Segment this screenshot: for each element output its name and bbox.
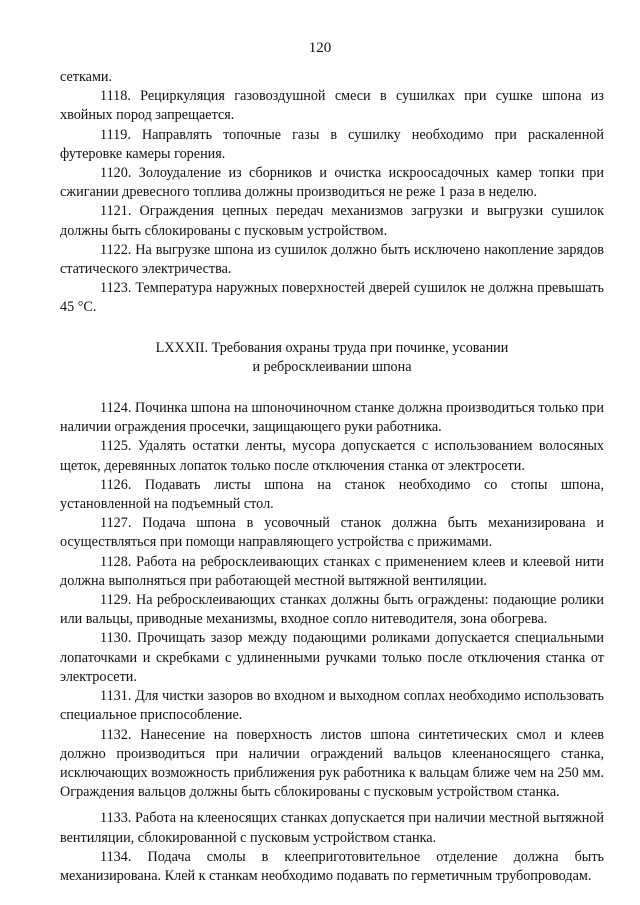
- document-body: [60, 68, 604, 886]
- paragraph: 1121. Ограждения цепных передач механизмов загрузки и выгрузки сушилок должны быть сблокированы с пусковым устройством.: [60, 203, 604, 239]
- paragraph: 1122. На выгрузке шпона из сушилок должно быть исключено накопление зарядов статического электричества.: [60, 241, 604, 278]
- paragraph: 1126. Подавать листы шпона на станок необходимо со стопы шпона, установленной на подъемный стол.: [60, 476, 604, 513]
- paragraph: 1120. Золоудаление из сборников и очистка искроосадочных камер топки при сжигании древесного топлива должны производиться не реже 1 раза в неделю.: [60, 165, 604, 201]
- paragraph: 1118. Рециркуляция газовоздушной смеси в сушилках при сушке шпона из хвойных пород запрещается.: [60, 88, 604, 124]
- paragraph: 1119. Направлять топочные газы в сушилку необходимо при раскаленной футеровке камеры горения.: [60, 126, 604, 162]
- page-number: 120: [308, 40, 332, 56]
- paragraph: 1123. Температура наружных поверхностей дверей сушилок не должна превышать 45 °C.: [60, 280, 604, 316]
- paragraph: 1134. Подача смолы в клееприготовительное отделение должна быть механизирована. Клей к станкам необходимо подавать по герметичным трубопроводам.: [60, 848, 604, 884]
- paragraph: 1125. Удалять остатки ленты, мусора допускается с использованием волосяных щеток, деревянных лопаток только после отключения станка от электросети.: [60, 438, 604, 474]
- paragraph: 1129. На ребросклеивающих станках должны быть ограждены: подающие ролики или вальцы, приводные механизмы, входное сопло нитеводителя, зона обогрева.: [60, 592, 604, 628]
- paragraph: 1131. Для чистки зазоров во входном и выходном соплах необходимо использовать специальное приспособление.: [60, 688, 604, 724]
- paragraph: 1132. Нанесение на поверхность листов шпона синтетических смол и клеев должно производиться при наличии ограждений вальцов клеенаносящего станка, исключающих возможность приближения рук работника к вальцам ближе чем на 250 мм. Ограждения вальцов должны быть сблокированы с пусковым устройством станка.: [60, 726, 604, 801]
- paragraph: 1124. Починка шпона на шпоночиночном станке должна производиться только при наличии ограждения просечки, защищающего руки работника.: [60, 400, 604, 436]
- paragraph: 1130. Прочищать зазор между подающими роликами допускается специальными лопаточками и скребками с удлиненными ручками только после отключения станка от электросети.: [60, 630, 604, 685]
- paragraph: сетками.: [60, 69, 113, 85]
- paragraph: 1133. Работа на клееносящих станках допускается при наличии местной вытяжной вентиляции, сблокированной с пусковым устройством станка.: [60, 810, 604, 846]
- paragraphs-bottom: [60, 399, 604, 886]
- section-title-line-1: LXXXII. Требования охраны труда при починке, усовании: [155, 339, 509, 356]
- paragraph: 1128. Работа на ребросклеивающих станках с применением клеев и клеевой нити должна выполняться при работающей местной вытяжной вентиляции.: [60, 553, 604, 589]
- section-title: [60, 339, 604, 377]
- section-title-line-2: и ребросклеивании шпона: [252, 358, 412, 375]
- paragraphs-top: [60, 68, 604, 318]
- paragraph: 1127. Подача шпона в усовочный станок должна быть механизирована и осуществляться при помощи направляющего устройства с прижимами.: [60, 515, 604, 551]
